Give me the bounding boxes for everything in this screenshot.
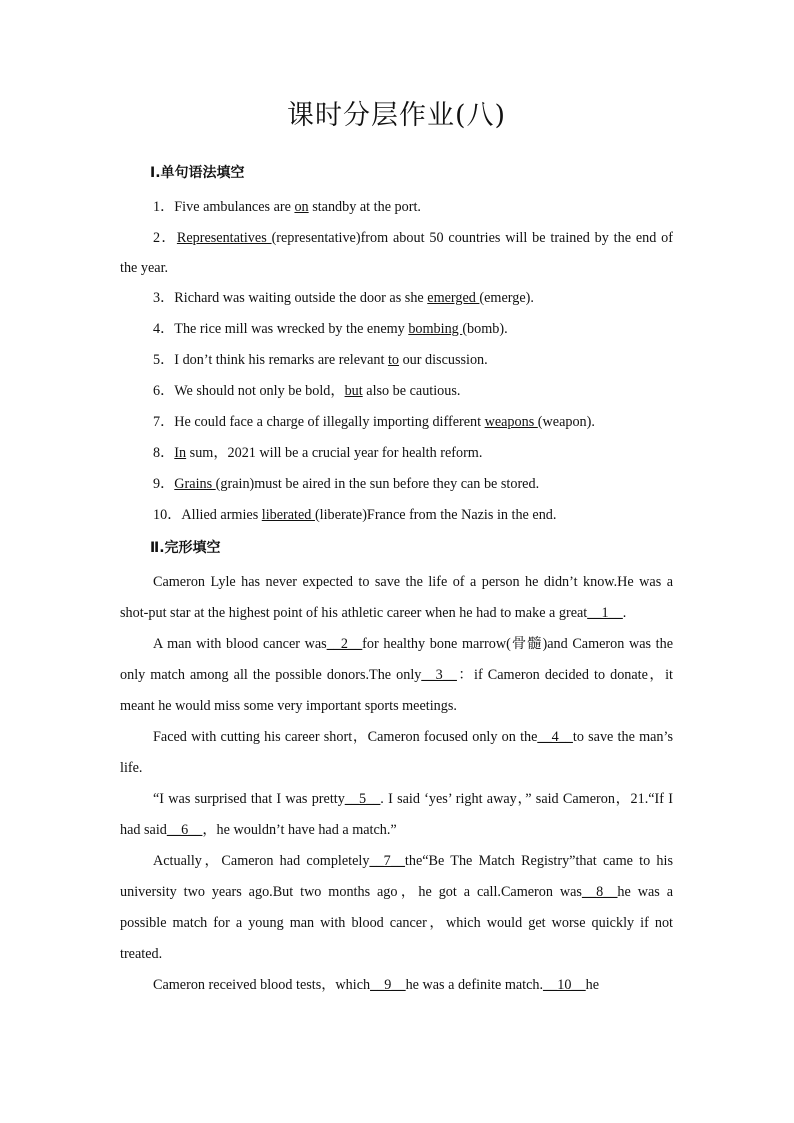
cloze-blank: __1__ bbox=[587, 605, 623, 621]
cloze-blank: __8__ bbox=[581, 884, 618, 900]
worksheet-page bbox=[120, 96, 673, 1001]
passage-paragraph: Actually，Cameron had completely__7__the“Be The Match Registry”that came to his university two years ago.But two months ago，he got a call.Cameron was__8__he was a possible match for a young man with blood cancer，which would get worse quickly if not treated. bbox=[120, 853, 673, 962]
grammar-item: 3．Richard was waiting outside the door as she emerged (emerge). bbox=[153, 290, 534, 306]
passage-paragraph: Faced with cutting his career short，Cameron focused only on the__4__to save the man’s life. bbox=[120, 729, 673, 776]
passage-paragraph: “I was surprised that I was pretty__5__. I said ‘yes’ right away，” said Cameron，21.“If I had said__6__，he wouldn’t have had a match.” bbox=[120, 791, 673, 838]
cloze-blank: __7__ bbox=[369, 853, 405, 869]
grammar-item: 9．Grains (grain)must be aired in the sun before they can be stored. bbox=[153, 476, 540, 492]
passage-paragraph: Cameron received blood tests，which__9__he was a definite match.__10__he bbox=[153, 977, 600, 993]
passage-paragraph: A man with blood cancer was__2__for healthy bone marrow(骨髓)and Cameron was the only match among all the possible donors.The only__3__：if Cameron decided to donate，it meant he would miss some very important sports meetings. bbox=[120, 636, 674, 714]
grammar-item: 8．In sum，2021 will be a crucial year for health reform. bbox=[153, 445, 483, 461]
passage-paragraph: Cameron Lyle has never expected to save the life of a person he didn’t know.He was a shot-put star at the highest point of his athletic career when he had to make a great__1__. bbox=[120, 574, 673, 621]
grammar-item: 6．We should not only be bold，but also be cautious. bbox=[153, 383, 461, 399]
answer: but bbox=[344, 383, 363, 399]
cloze-blank: __9__ bbox=[370, 977, 406, 993]
grammar-item-list bbox=[120, 192, 673, 531]
section-heading-grammar: Ⅰ.单句语法填空 bbox=[150, 165, 245, 181]
answer: Grains bbox=[174, 476, 216, 492]
grammar-item: 10．Allied armies liberated (liberate)France from the Nazis in the end. bbox=[153, 507, 557, 523]
answer: on bbox=[294, 199, 309, 215]
answer: emerged bbox=[427, 290, 480, 306]
answer: bombing bbox=[408, 321, 463, 337]
grammar-item: 7．He could face a charge of illegally importing different weapons (weapon). bbox=[153, 414, 595, 430]
grammar-item: 5．I don’t think his remarks are relevant to our discussion. bbox=[153, 352, 488, 368]
cloze-blank: __3__ bbox=[421, 667, 457, 683]
cloze-blank: __4__ bbox=[537, 729, 573, 745]
cloze-blank: __2__ bbox=[326, 636, 363, 652]
cloze-blank: __6__ bbox=[166, 822, 203, 838]
answer: liberated bbox=[261, 507, 315, 523]
answer: In bbox=[174, 445, 187, 461]
grammar-item: 4．The rice mill was wrecked by the enemy bombing (bomb). bbox=[153, 321, 508, 337]
section-heading-cloze: Ⅱ.完形填空 bbox=[150, 540, 221, 556]
grammar-item: 1．Five ambulances are on standby at the port. bbox=[153, 199, 421, 215]
cloze-blank: __5__ bbox=[344, 791, 381, 807]
answer: Representatives bbox=[176, 230, 272, 246]
cloze-passage bbox=[120, 567, 673, 1001]
grammar-item: 2．Representatives (representative)from about 50 countries will be trained by the end of the year. bbox=[120, 230, 673, 276]
answer: weapons bbox=[484, 414, 538, 430]
answer: to bbox=[387, 352, 400, 368]
cloze-blank: __10__ bbox=[543, 977, 586, 993]
page-title: 课时分层作业(八) bbox=[286, 100, 507, 131]
